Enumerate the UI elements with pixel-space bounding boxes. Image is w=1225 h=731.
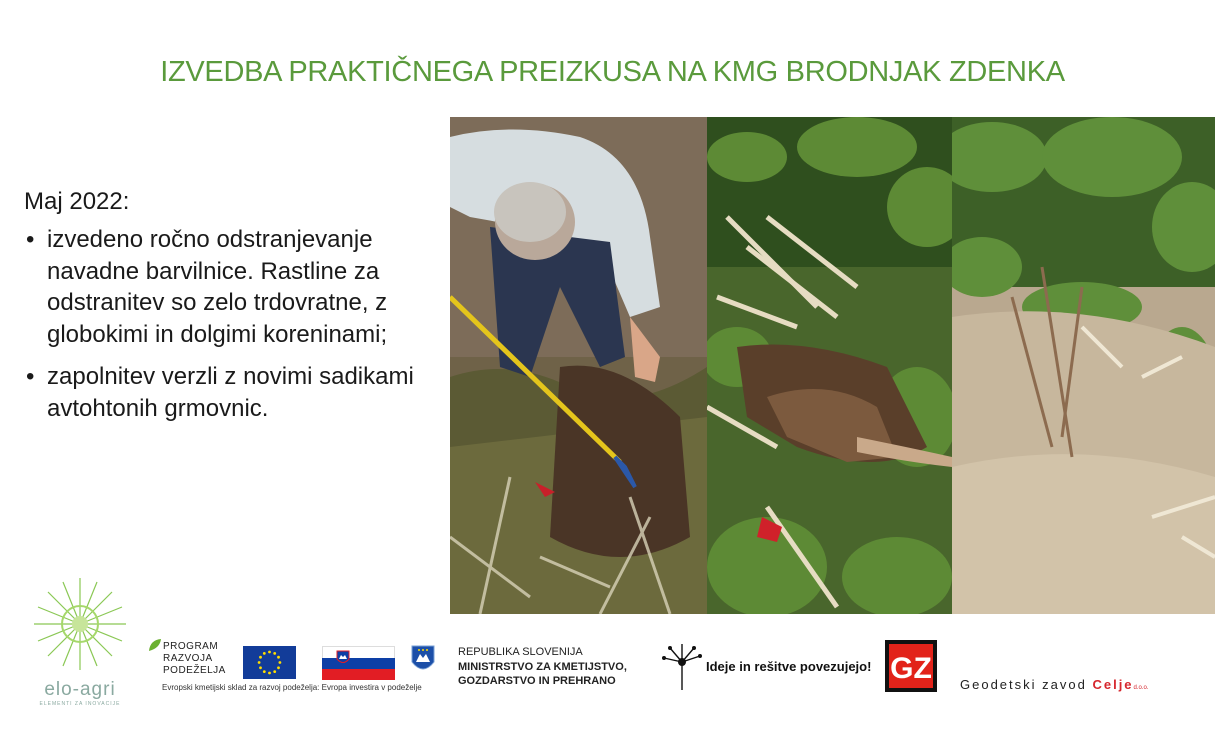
- slide-title: IZVEDBA PRAKTIČNEGA PREIZKUSA NA KMG BRODNJAK ZDENKA: [160, 56, 1065, 88]
- gz-name: Geodetski zavod: [960, 677, 1087, 692]
- photo-strip: [450, 117, 1215, 614]
- gz-city: Celje: [1092, 677, 1134, 692]
- program-line3: PODEŽELJA: [163, 665, 226, 676]
- ideje-text: Ideje in rešitve povezujejo!: [706, 659, 872, 674]
- photo-man-digging: [450, 117, 707, 614]
- program-line2: RAZVOJA: [163, 653, 213, 664]
- elo-agri-logo: [28, 576, 132, 711]
- slovenia-coat-of-arms-icon: [410, 644, 436, 681]
- slovenia-flag-icon: [322, 646, 395, 679]
- photo-cleared-ground: [952, 117, 1215, 614]
- photo-uprooted-plant: [707, 117, 952, 614]
- elo-agri-name: elo-agri: [44, 679, 116, 700]
- gz-logo-icon: [885, 640, 937, 697]
- program-caption: Evropski kmetijski sklad za razvoj podeželja: Evropa investira v podeželje: [162, 683, 422, 692]
- program-line1: PROGRAM: [163, 641, 219, 652]
- geodetski-zavod-logo: [960, 677, 1149, 692]
- date-heading: Maj 2022:: [24, 188, 130, 215]
- elo-agri-tagline: ELEMENTI ZA INOVACIJE: [39, 701, 121, 707]
- gz-mark: GZ: [890, 652, 932, 685]
- ministry-line2: MINISTRSTVO ZA KMETIJSTVO,: [458, 660, 627, 673]
- ministry-logo: [458, 645, 627, 689]
- bullet-list: [24, 224, 444, 424]
- ministry-line1: REPUBLIKA SLOVENIJA: [458, 646, 583, 658]
- gz-suffix: d.o.o.: [1133, 685, 1149, 691]
- bullet-item: • izvedeno ročno odstranjevanje navadne barvilnice. Rastline za odstranitev so zelo trdovratne, z globokimi in dolgimi koreninami;: [24, 224, 444, 350]
- eu-flag-icon: [243, 646, 296, 679]
- text-content: [24, 188, 444, 435]
- dandelion-seed-icon: [662, 644, 704, 690]
- bullet-item: • zapolnitev verzli z novimi sadikami avtohtonih grmovnic.: [24, 361, 444, 424]
- dandelion-icon: [28, 576, 132, 672]
- leaf-icon: [148, 638, 162, 652]
- ministry-line3: GOZDARSTVO IN PREHRANO: [458, 675, 616, 687]
